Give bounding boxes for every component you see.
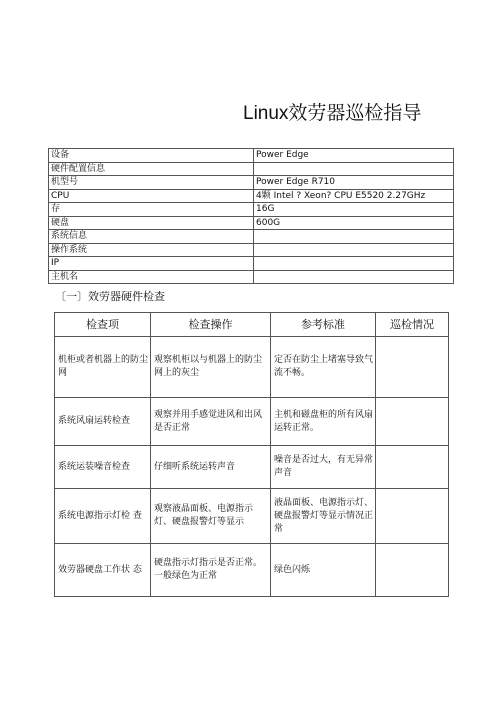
- info-label: 操作系统: [49, 243, 254, 257]
- table-row: [55, 337, 449, 398]
- info-value: 16G: [254, 203, 454, 217]
- table-row: [49, 189, 454, 203]
- info-label: 设备: [49, 149, 254, 163]
- info-value: [254, 257, 454, 271]
- check-operation: 硬盘指示灯指示是否正常。一般绿色为正常: [151, 544, 271, 597]
- check-item: 系统运装噪音检查: [55, 446, 151, 489]
- table-row: [49, 230, 454, 244]
- check-operation: 观察液晶面板、电源指示灯、硬盘报警灯等显示: [151, 489, 271, 544]
- check-item: 系统风扇运转检查: [55, 398, 151, 446]
- info-value: [254, 162, 454, 176]
- table-row: [49, 203, 454, 217]
- info-value: 600G: [254, 216, 454, 230]
- column-header: 检查项: [55, 313, 151, 337]
- info-value: Power Edge R710: [254, 176, 454, 190]
- check-standard: 主机和磁盘柜的所有风扇运转正常。: [271, 398, 376, 446]
- table-row: [49, 243, 454, 257]
- info-value: Power Edge: [254, 149, 454, 163]
- table-row: [55, 544, 449, 597]
- info-label: CPU: [49, 189, 254, 203]
- info-label: IP: [49, 257, 254, 271]
- check-status[interactable]: [376, 398, 449, 446]
- check-operation: 观察并用手感觉进风和出风是否正常: [151, 398, 271, 446]
- info-value: [254, 270, 454, 284]
- check-status[interactable]: [376, 489, 449, 544]
- table-row: [49, 149, 454, 163]
- info-value: [254, 230, 454, 244]
- page-title: Linux效劳器巡检指导: [243, 103, 422, 124]
- info-label: 系统信息: [49, 230, 254, 244]
- server-info-table: [48, 148, 454, 284]
- check-standard: 绿色闪烁: [271, 544, 376, 597]
- info-label: 硬盘: [49, 216, 254, 230]
- table-row: [55, 489, 449, 544]
- column-header: 检查操作: [151, 313, 271, 337]
- info-value: [254, 243, 454, 257]
- table-row: [49, 270, 454, 284]
- check-status[interactable]: [376, 544, 449, 597]
- info-value: 4颗 Intel ? Xeon? CPU E5520 2.27GHz: [254, 189, 454, 203]
- table-row: [55, 398, 449, 446]
- column-header: 参考标准: [271, 313, 376, 337]
- table-header-row: [55, 313, 449, 337]
- check-operation: 仔细听系统运转声音: [151, 446, 271, 489]
- table-row: [49, 216, 454, 230]
- check-item: 系统电源指示灯检 查: [55, 489, 151, 544]
- table-row: [49, 162, 454, 176]
- check-item: 机柜或者机器上的防尘网: [55, 337, 151, 398]
- check-status[interactable]: [376, 446, 449, 489]
- check-standard: 液晶面板、电源指示灯、硬盘报警灯等显示情况正常: [271, 489, 376, 544]
- check-operation: 观察机柜以与机器上的防尘网上的灰尘: [151, 337, 271, 398]
- info-label: 机型号: [49, 176, 254, 190]
- check-status[interactable]: [376, 337, 449, 398]
- info-label: 存: [49, 203, 254, 217]
- info-label: 主机名: [49, 270, 254, 284]
- check-standard: 噪音是否过大，有无异常声音: [271, 446, 376, 489]
- check-standard: 定否在防尘上堵塞导致气流不畅。: [271, 337, 376, 398]
- info-label: 硬件配置信息: [49, 162, 254, 176]
- section-heading: 〔一〕效劳器硬件检查: [55, 290, 165, 303]
- hardware-check-table: [54, 312, 449, 597]
- table-row: [55, 446, 449, 489]
- table-row: [49, 257, 454, 271]
- column-header: 巡检情况: [376, 313, 449, 337]
- check-item: 效劳器硬盘工作状 态: [55, 544, 151, 597]
- table-row: [49, 176, 454, 190]
